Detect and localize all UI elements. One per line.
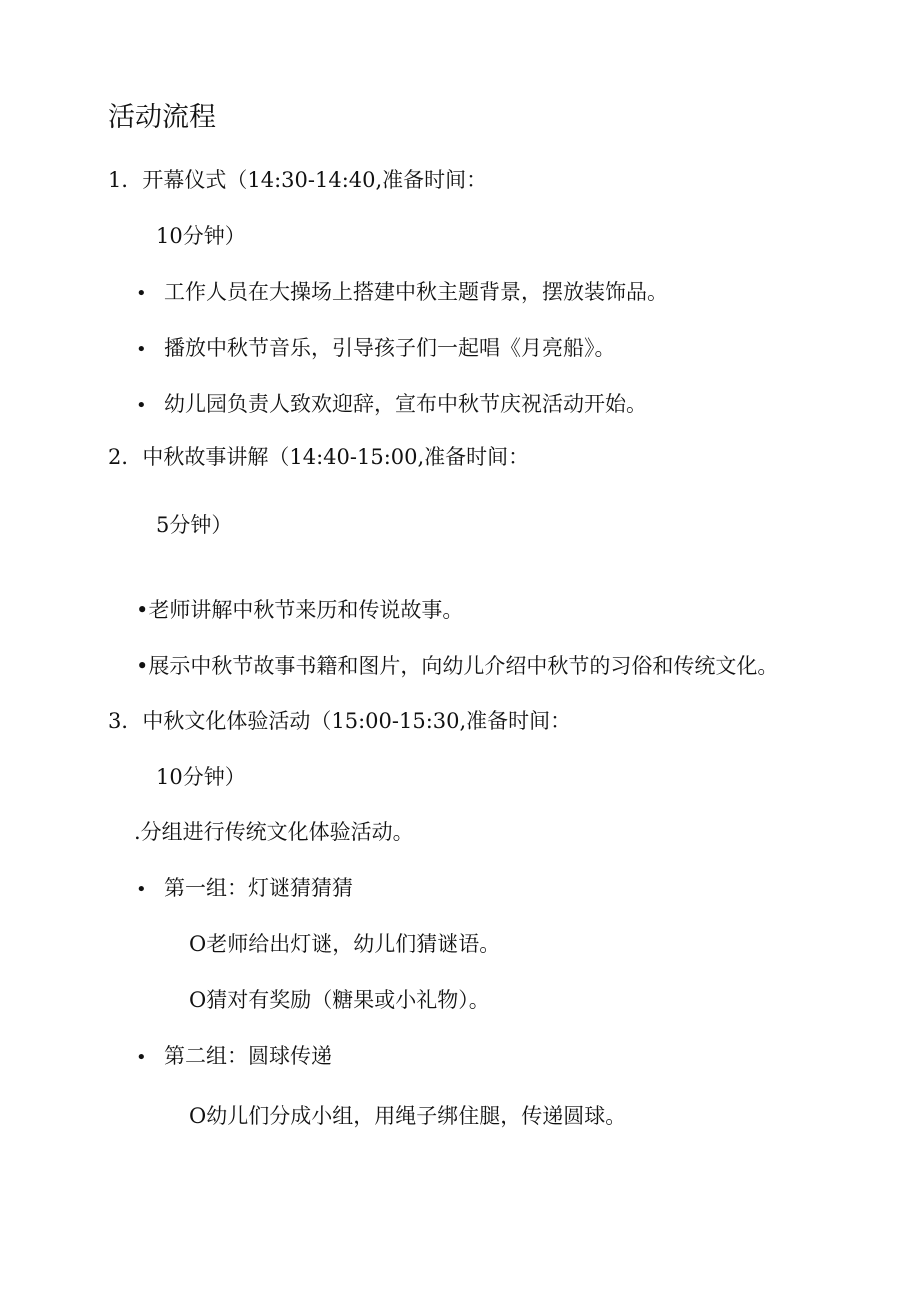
section-1-duration: 10分钟）	[156, 224, 246, 248]
section-1-list-item	[136, 390, 647, 420]
section-2-number: 2	[108, 445, 122, 469]
bullet-icon: •	[136, 1047, 147, 1068]
section-1-list-item	[136, 334, 616, 364]
section-1-header	[108, 166, 487, 194]
bullet-icon: •	[136, 879, 147, 900]
section-1-title: ．开幕仪式（14:30-14:40,准备时间：	[121, 168, 488, 192]
section-3-number: 3	[108, 709, 122, 733]
group-label-text: 第一组：灯谜猜猜猜	[164, 876, 353, 900]
page-heading: 活动流程	[108, 102, 216, 133]
bullet-icon: •	[136, 339, 147, 360]
section-2-list-item: •老师讲解中秋节来历和传说故事。	[136, 598, 464, 622]
group-2-label	[136, 1042, 332, 1072]
group-1-subitem: O猜对有奖励（糖果或小礼物）。	[189, 988, 490, 1012]
section-1-list-item	[136, 278, 668, 308]
group-2-subitem: O幼儿们分成小组，用绳子绑住腿，传递圆球。	[189, 1104, 627, 1128]
section-1-number: 1	[108, 168, 122, 192]
list-item-text: 工作人员在大操场上搭建中秋主题背景，摆放装饰品。	[164, 280, 668, 304]
section-2-header	[108, 443, 529, 471]
section-2-duration: 5分钟）	[156, 513, 233, 537]
section-2-list-item: •展示中秋节故事书籍和图片，向幼儿介绍中秋节的习俗和传统文化。	[136, 654, 779, 678]
section-3-intro: .分组进行传统文化体验活动。	[134, 820, 414, 844]
section-3-title: ．中秋文化体验活动（15:00-15:30,准备时间：	[121, 709, 572, 733]
section-2-title: ．中秋故事讲解（14:40-15:00,准备时间：	[121, 445, 530, 469]
bullet-icon: •	[136, 395, 147, 416]
group-1-label	[136, 874, 353, 904]
list-item-text: 播放中秋节音乐，引导孩子们一起唱《月亮船》。	[164, 336, 616, 360]
list-item-text: 幼儿园负责人致欢迎辞，宣布中秋节庆祝活动开始。	[164, 392, 647, 416]
section-3-header	[108, 707, 571, 735]
bullet-icon: •	[136, 283, 147, 304]
group-1-subitem: O老师给出灯谜，幼儿们猜谜语。	[189, 932, 501, 956]
section-3-duration: 10分钟）	[156, 765, 246, 789]
group-label-text: 第二组：圆球传递	[164, 1044, 332, 1068]
